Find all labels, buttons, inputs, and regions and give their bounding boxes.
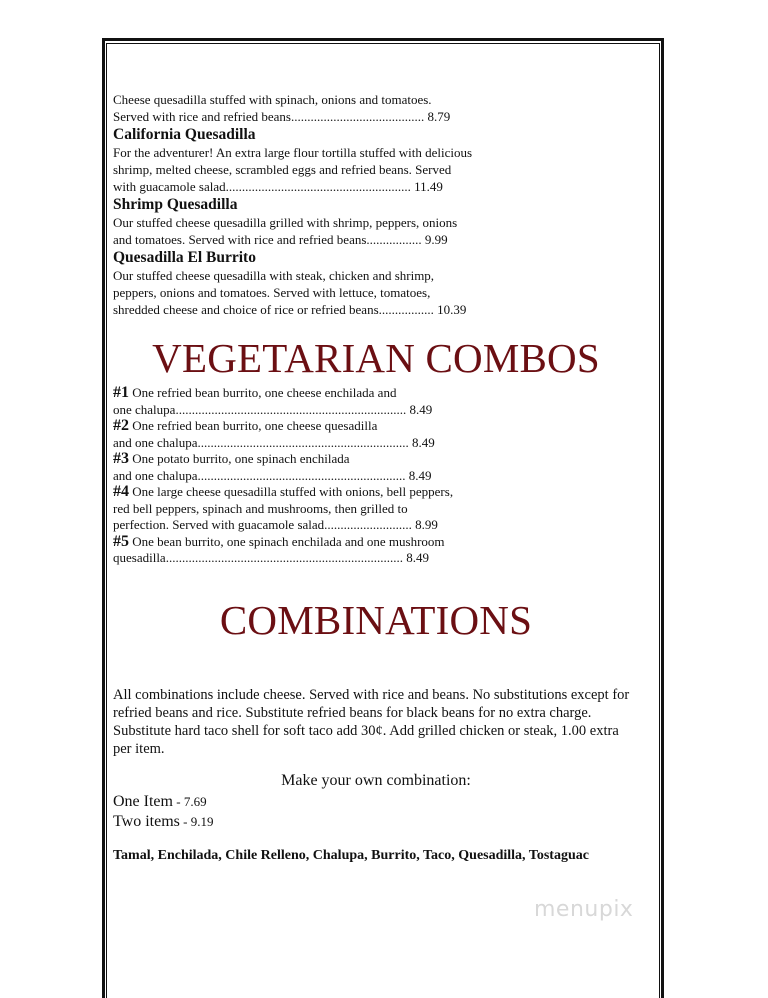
vegetarian-combos-heading: VEGETARIAN COMBOS xyxy=(152,335,600,381)
description-line: refried beans and rice. Substitute refried beans for black beans for no extra charge. xyxy=(113,704,592,721)
item-title: Quesadilla El Burrito xyxy=(113,249,256,266)
combinations-description xyxy=(113,686,653,758)
two-items-price-row xyxy=(113,812,653,832)
one-item-label: One Item xyxy=(113,792,173,810)
menu-item-california-quesadilla xyxy=(113,126,653,195)
combo-item-1 xyxy=(113,385,653,418)
vegetarian-combos-list xyxy=(113,385,653,567)
two-items-label: Two items xyxy=(113,812,180,830)
combo-desc: One bean burrito, one spinach enchilada and one mushroom xyxy=(129,533,445,549)
item-desc-line: and tomatoes. Served with rice and refried beans................. 9.99 xyxy=(113,232,448,247)
menu-page xyxy=(113,91,653,865)
quesadilla-intro xyxy=(113,91,653,125)
combo-item-5 xyxy=(113,534,653,567)
one-item-price: - 7.69 xyxy=(172,793,207,809)
item-desc-line: peppers, onions and tomatoes. Served with lettuce, tomatoes, xyxy=(113,285,431,300)
description-line: per item. xyxy=(113,740,165,757)
description-line: Substitute hard taco shell for soft taco add 30¢. Add grilled chicken or steak, 1.00 extra xyxy=(113,722,619,739)
item-title: Shrimp Quesadilla xyxy=(113,196,238,213)
combination-pricing xyxy=(113,792,653,832)
item-desc-line: shredded cheese and choice of rice or refried beans................. 10.39 xyxy=(113,302,467,317)
combo-desc-line: quesadilla......................................................................... 8.49 xyxy=(113,550,429,565)
make-your-own-heading: Make your own combination: xyxy=(281,771,471,789)
item-desc-line: with guacamole salad......................................................... 11.49 xyxy=(113,179,443,194)
menupix-watermark: menupix xyxy=(534,897,634,922)
intro-line: Served with rice and refried beans......................................... 8.79 xyxy=(113,109,451,124)
one-item-price-row xyxy=(113,792,653,812)
combo-desc: One refried bean burrito, one cheese enchilada and xyxy=(129,385,397,400)
combo-number: #2 xyxy=(113,417,129,434)
menu-item-shrimp-quesadilla xyxy=(113,196,653,248)
combo-number: #4 xyxy=(113,483,129,500)
combo-desc-line: red bell peppers, spinach and mushrooms, then grilled to xyxy=(113,500,408,516)
combo-desc: One potato burrito, one spinach enchilada xyxy=(129,451,350,466)
combo-number: #5 xyxy=(113,532,129,550)
item-desc-line: Our stuffed cheese quesadilla with steak, chicken and shrimp, xyxy=(113,268,435,283)
combo-desc: One large cheese quesadilla stuffed with onions, bell peppers, xyxy=(129,484,454,499)
combo-desc-line: perfection. Served with guacamole salad........................... 8.99 xyxy=(113,517,438,532)
item-desc-line: Our stuffed cheese quesadilla grilled with shrimp, peppers, onions xyxy=(113,215,458,230)
two-items-price: - 9.19 xyxy=(179,813,214,829)
item-desc-line: shrimp, melted cheese, scrambled eggs and refried beans. Served xyxy=(113,162,452,177)
description-line: All combinations include cheese. Served with rice and beans. No substitutions except for xyxy=(113,686,630,703)
combo-item-3 xyxy=(113,451,653,484)
combo-item-4 xyxy=(113,484,653,534)
combo-number: #1 xyxy=(113,384,129,401)
combination-choices: Tamal, Enchilada, Chile Relleno, Chalupa, Burrito, Taco, Quesadilla, Tostaguac xyxy=(113,847,589,863)
combo-item-2 xyxy=(113,418,653,451)
item-title: California Quesadilla xyxy=(113,126,256,143)
combo-desc: One refried bean burrito, one cheese quesadilla xyxy=(129,418,378,433)
combo-number: #3 xyxy=(113,450,129,467)
combo-desc-line: and one chalupa................................................................. 8.49 xyxy=(113,434,435,450)
item-desc-line: For the adventurer! An extra large flour tortilla stuffed with delicious xyxy=(113,145,473,160)
intro-line: Cheese quesadilla stuffed with spinach, onions and tomatoes. xyxy=(113,92,432,107)
combinations-heading: COMBINATIONS xyxy=(219,596,533,643)
combo-desc-line: and one chalupa................................................................ 8.49 xyxy=(113,467,432,483)
combo-desc-line: one chalupa....................................................................... 8.49 xyxy=(113,401,433,417)
menu-item-quesadilla-el-burrito xyxy=(113,249,653,318)
